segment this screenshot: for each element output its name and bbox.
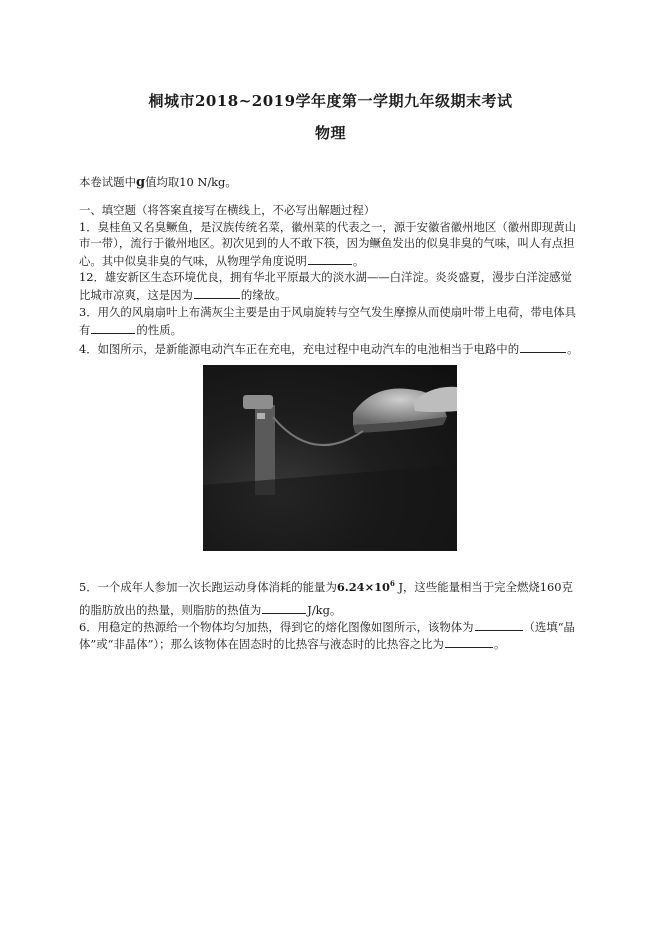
q6-line1 bbox=[79, 619, 575, 634]
exam-title: 桐城市2018~2019学年度第一学期九年级期末考试 bbox=[148, 92, 513, 110]
q3-line1: 3．用久的风扇扇叶上布满灰尘主要是由于风扇旋转与空气发生摩擦从而使扇叶带上电荷，带电体具 bbox=[79, 305, 577, 319]
q2-line1: 12．雄安新区生态环境优良，拥有华北平原最大的淡水湖——白洋淀。炎炎盛夏，漫步白洋淀感觉 bbox=[79, 270, 572, 284]
note-suffix: 值均取10 N/kg。 bbox=[145, 175, 237, 189]
ev-charging-photo bbox=[203, 365, 457, 551]
q1-line3 bbox=[79, 253, 364, 268]
q3-answer-blank[interactable] bbox=[91, 322, 135, 334]
note-g-symbol: g bbox=[135, 175, 146, 190]
q1-line2: 市一带），流行于徽州地区。初次见到的人不敢下筷，因为鳜鱼发出的似臭非臭的气味，叫人有点担 bbox=[79, 236, 575, 250]
subject-title: 物理 bbox=[314, 124, 346, 142]
q1-end: 。 bbox=[352, 254, 365, 268]
q6-text2: （选填“晶 bbox=[523, 620, 575, 634]
q5-text2: J，这些能量相当于完全燃烧160克 bbox=[394, 579, 573, 594]
q2-end: 的缘故。 bbox=[240, 288, 287, 302]
q6-end: 。 bbox=[493, 637, 506, 651]
q1-answer-blank[interactable] bbox=[308, 253, 352, 265]
q6-answer-blank-1[interactable] bbox=[475, 619, 523, 631]
q2-line2 bbox=[79, 287, 287, 302]
q5-energy-value: 6.24×10 bbox=[336, 579, 390, 594]
q6-line2 bbox=[79, 636, 505, 651]
q1-text: 心。其中似臭非臭的气味，从物理学角度说明 bbox=[79, 254, 307, 268]
exam-note bbox=[79, 175, 237, 190]
q2-answer-blank[interactable] bbox=[194, 287, 240, 299]
q6-text: 6．用稳定的热源给一个物体均匀加热，得到它的熔化图像如图所示，该物体为 bbox=[79, 620, 474, 634]
q4-end: 。 bbox=[567, 342, 579, 356]
q6-line2-text: 体”或“非晶体”）；那么该物体在固态时的比热容与液态时的比热容之比为 bbox=[79, 637, 444, 651]
q4-answer-blank[interactable] bbox=[520, 341, 566, 353]
q3-text: 有 bbox=[79, 323, 91, 337]
q4-text: 4．如图所示，是新能源电动汽车正在充电，充电过程中电动汽车的电池相当于电路中的 bbox=[79, 342, 520, 356]
q5-line2 bbox=[79, 602, 341, 617]
q5-exponent: 6 bbox=[389, 579, 395, 588]
q5-line2-text: 的脂肪放出的热量，则脂肪的热值为 bbox=[79, 603, 262, 617]
q5-text: 5．一个成年人参加一次长跑运动身体消耗的能量为 bbox=[79, 579, 337, 594]
q5-end: J/kg。 bbox=[307, 603, 342, 617]
q3-end: 的性质。 bbox=[136, 323, 182, 337]
q5-line1 bbox=[79, 577, 573, 594]
q4-line bbox=[79, 341, 579, 356]
q5-answer-blank[interactable] bbox=[262, 602, 306, 614]
q6-answer-blank-2[interactable] bbox=[445, 636, 493, 648]
q3-line2 bbox=[79, 322, 182, 337]
q1-line1: 1．臭桂鱼又名臭鳜鱼，是汉族传统名菜，徽州菜的代表之一，源于安徽省徽州地区（徽州即现黄山 bbox=[79, 220, 577, 234]
section-heading: 一、填空题（将答案直接写在横线上，不必写出解题过程） bbox=[79, 203, 376, 217]
note-prefix: 本卷试题中 bbox=[79, 175, 136, 189]
q2-text: 比城市凉爽，这是因为 bbox=[79, 288, 193, 302]
